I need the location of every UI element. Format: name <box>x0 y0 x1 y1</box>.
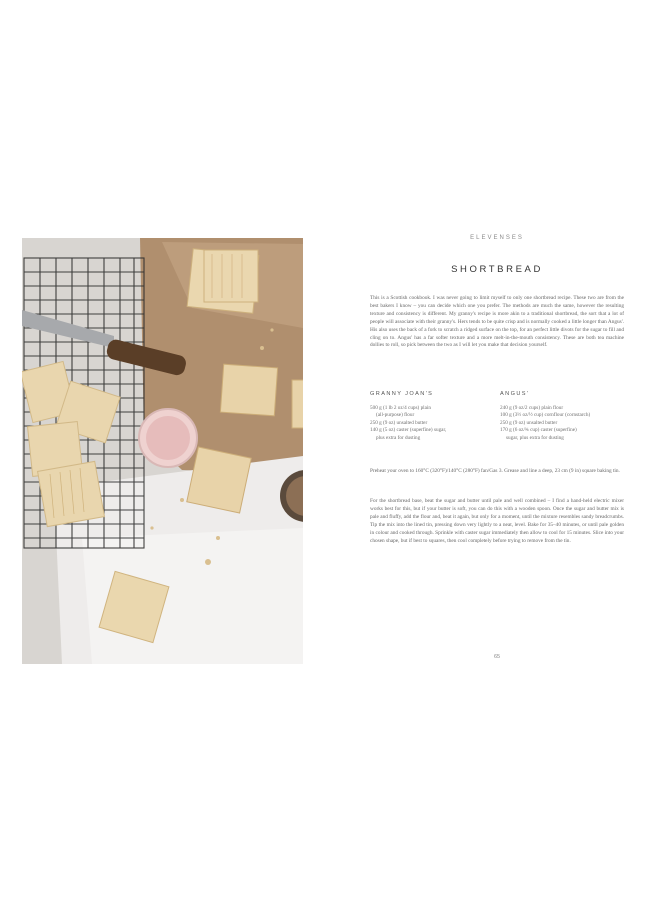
ingredient-item: 500 g (1 lb 2 oz/4 cups) plain <box>370 405 431 411</box>
shortbread-photo <box>22 238 303 664</box>
ingredient-item: sugar, plus extra for dusting <box>506 434 564 441</box>
ingredients-heading: ANGUS' <box>500 391 530 397</box>
ingredients-angus <box>500 391 618 442</box>
recipe-title: SHORTBREAD <box>451 264 543 275</box>
ingredients-granny-joans <box>370 391 488 442</box>
recipe-page <box>370 232 624 672</box>
ingredient-item: 240 g (9 oz/2 cups) plain flour <box>500 405 564 411</box>
method-paragraph: For the shortbread base, beat the sugar and butter until pale and well combined – I find a hand-held electric mixer works best for this, but if your butter is soft, you can do this with a wooden spoon. Once the sugar and butter mix is pale and fluffy, add the flour and, beat it again, but only for a moment, until the mixture resembles sandy breadcrumbs. Tip the mix into the lined tin, pressing down very lightly to a neat, level. Bake for 35–40 minutes, or until pale golden in colour and cooked through. Sprinkle with caster sugar immediately then allow to cool for 15 minutes. Slice into your chosen shape, but if best to squares, then cool completely before trying to remove from the tin. <box>370 498 624 544</box>
page-number: 65 <box>493 654 501 660</box>
running-head: ELEVENSES <box>470 235 524 241</box>
ingredient-item: 100 g (3½ oz/½ cup) cornflour (cornstarch) <box>500 412 591 419</box>
ingredient-item: 140 g (5 oz) caster (superfine) sugar, <box>370 427 447 434</box>
ingredient-item: 170 g (6 oz/¾ cup) caster (superfine) <box>500 427 577 434</box>
ingredient-item: plus extra for dusting <box>376 434 421 441</box>
ingredient-list <box>500 405 618 442</box>
ingredient-item: (all-purpose) flour <box>376 412 415 419</box>
ingredient-item: 250 g (9 oz) unsalted butter <box>500 419 558 426</box>
ingredient-item: 250 g (9 oz) unsalted butter <box>370 419 428 426</box>
ingredient-list <box>370 405 488 442</box>
method-paragraph: Preheat your oven to 160°C (320°F)/140°C (280°F) fan/Gas 3. Grease and line a deep, 23 cm (9 in) square baking tin. <box>370 468 620 474</box>
ingredients-heading: GRANNY JOAN'S <box>370 391 434 397</box>
intro-paragraph: This is a Scottish cookbook. I was never going to limit myself to only one shortbread recipe. These two are from the best bakers I know – you can decide which one you prefer. The methods are much the same, however the resulting texture and consistency is different. My granny's recipe is more akin to a traditional shortbread, the sort that a lot of people will associate with their granny's. Hers tends to be quite crisp and is normally cooked a little longer than Angus'. His also uses the back of a fork to scratch a ridged surface on the top, for an perfect little divots for the sugar to fill and cling on to. Angus' has a far softer texture and a more melt-in-the-mouth consistency. These are both tea machine dollies to roll, so pick between the two as I will let you make that decision yourself. <box>370 295 624 349</box>
